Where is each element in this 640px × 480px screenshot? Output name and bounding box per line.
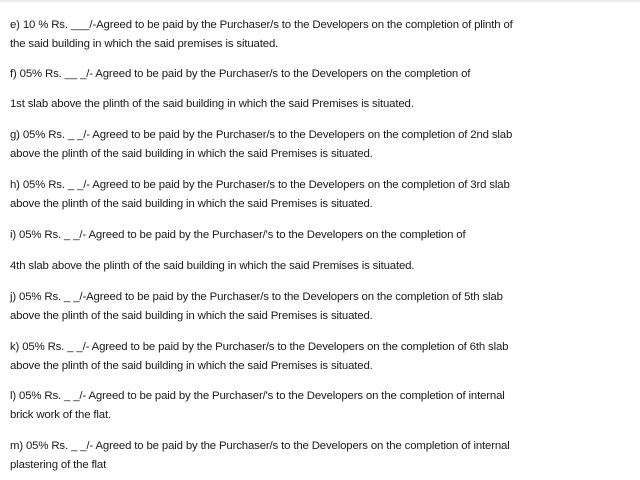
- clause-line: 1st slab above the plinth of the said building in which the said Premises is situated.: [10, 98, 414, 110]
- clause-line: above the plinth of the said building in which the said Premises is situated.: [10, 360, 373, 372]
- clause-line: e) 10 % Rs. ___/-Agreed to be paid by the Purchaser/s to the Developers on the completion of plinth of: [10, 19, 513, 31]
- clause-line: l) 05% Rs. _ _/- Agreed to be paid by the Purchaser/'s to the Developers on the completion of internal: [10, 390, 505, 402]
- clause-line: h) 05% Rs. _ _/- Agreed to be paid by the Purchaser/s to the Developers on the completion of 3rd slab: [10, 179, 510, 191]
- clause-line: the said building in which the said premises is situated.: [10, 38, 279, 50]
- clause-line: k) 05% Rs. _ _/- Agreed to be paid by the Purchaser/s to the Developers on the completion of 6th slab: [10, 341, 509, 353]
- clause-line: j) 05% Rs. _ _/-Agreed to be paid by the Purchaser/s to the Developers on the completion of 5th slab: [10, 291, 503, 303]
- clause-line: above the plinth of the said building in which the said Premises is situated.: [10, 148, 373, 160]
- clause-line: brick work of the flat.: [10, 409, 112, 421]
- clause-line: plastering of the flat: [10, 459, 107, 471]
- clause-line: i) 05% Rs. _ _/- Agreed to be paid by the Purchaser/'s to the Developers on the completion of: [10, 229, 466, 241]
- clause-line: m) 05% Rs. _ _/- Agreed to be paid by the Purchaser/s to the Developers on the completion of internal: [10, 440, 510, 452]
- clause-line: above the plinth of the said building in which the said Premises is situated.: [10, 198, 373, 210]
- clause-line: above the plinth of the said building in which the said Premises is situated.: [10, 310, 373, 322]
- clause-line: f) 05% Rs. __ _/- Agreed to be paid by the Purchaser/s to the Developers on the completion of: [10, 68, 471, 80]
- clause-line: 4th slab above the plinth of the said building in which the said Premises is situated.: [10, 260, 415, 272]
- clause-line: g) 05% Rs. _ _/- Agreed to be paid by the Purchaser/s to the Developers on the completion of 2nd slab: [10, 129, 513, 141]
- page-top-edge: [0, 0, 640, 3]
